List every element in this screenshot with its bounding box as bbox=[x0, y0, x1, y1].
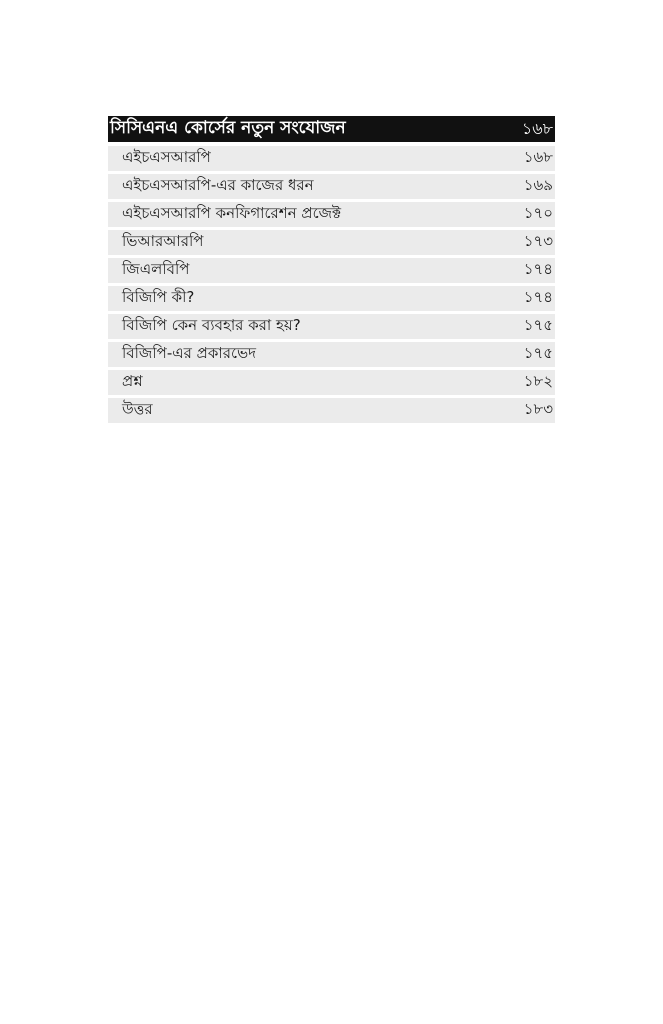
toc-entry-page: ১৭৪ bbox=[523, 288, 553, 306]
toc-entry bbox=[108, 202, 555, 227]
toc-entry-label: উত্তর bbox=[122, 400, 153, 418]
toc-entry-page: ১৬৯ bbox=[523, 176, 553, 194]
toc-entry-page: ১৭৪ bbox=[523, 260, 553, 278]
toc-entry-label: বিজিপি কেন ব্যবহার করা হয়? bbox=[122, 316, 301, 334]
toc-entry-page: ১৭৩ bbox=[523, 232, 553, 250]
toc-entry bbox=[108, 258, 555, 283]
toc-entry-page: ১৮২ bbox=[523, 372, 553, 390]
toc-entry-label: এইচএসআরপি-এর কাজের ধরন bbox=[122, 176, 314, 194]
toc-entry bbox=[108, 174, 555, 199]
toc-entry bbox=[108, 146, 555, 171]
toc-entry-label: ভিআরআরপি bbox=[122, 232, 204, 250]
section-header bbox=[108, 116, 555, 142]
toc-entry-page: ১৭০ bbox=[523, 204, 553, 222]
section-page-number: ১৬৮ bbox=[521, 118, 553, 138]
section-title: সিসিএনএ কোর্সের নতুন সংযোজন bbox=[110, 118, 346, 138]
toc-entry-page: ১৮৩ bbox=[523, 400, 553, 418]
toc-entry-label: প্রশ্ন bbox=[122, 372, 143, 390]
toc-entry bbox=[108, 314, 555, 339]
toc-entry bbox=[108, 342, 555, 367]
toc-entry-page: ১৭৫ bbox=[523, 344, 553, 362]
toc-entry-label: জিএলবিপি bbox=[122, 260, 190, 278]
toc-entry-label: বিজিপি কী? bbox=[122, 288, 195, 306]
toc-entry-label: এইচএসআরপি bbox=[122, 148, 211, 166]
toc-entry-page: ১৬৮ bbox=[523, 148, 553, 166]
toc-entry bbox=[108, 230, 555, 255]
toc-entry-label: বিজিপি-এর প্রকারভেদ bbox=[122, 344, 257, 362]
toc-entry bbox=[108, 398, 555, 423]
toc-entry-page: ১৭৫ bbox=[523, 316, 553, 334]
table-of-contents bbox=[108, 116, 555, 426]
toc-entry bbox=[108, 286, 555, 311]
toc-entry-label: এইচএসআরপি কনফিগারেশন প্রজেক্ট bbox=[122, 204, 342, 222]
toc-entry bbox=[108, 370, 555, 395]
